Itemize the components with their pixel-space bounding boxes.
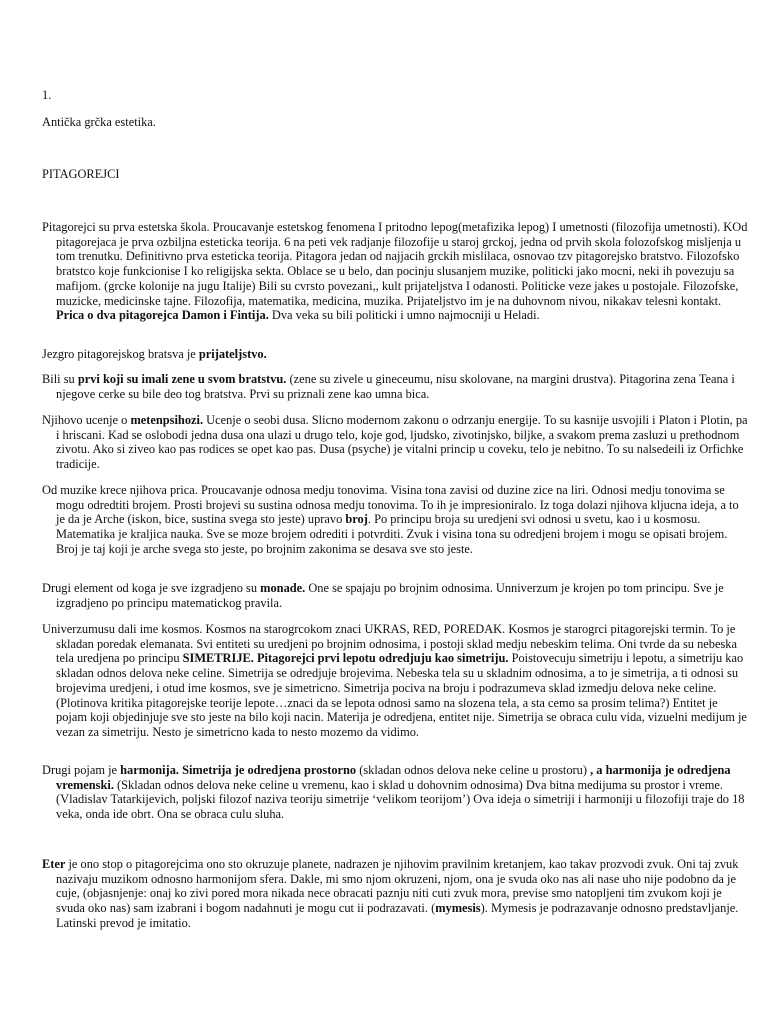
paragraph xyxy=(42,413,748,472)
text-run: Jezgro pitagorejskog bratsva je xyxy=(42,347,199,361)
text-run: Pitagorejci su prva estetska škola. Proucavanje estetskog fenomena I pritodno lepog(metafizika lepog) I umetnosti (filozofija umetnosti). KOd pitagorejaca je prva ozbiljna esteticka teorija. 6 na peti vek radjanje filozofije u staroj grckoj, jedna od prvih skola folozofskog misljenja u tom trenutku. Definitivno prva esteticka teorija. Pitagora jedan od najjacih grckih mislilaca, osnovao tzv pitagorejsko bratstvo. Filozofsko bratstco koje funkcionise I ko religijska sekta. Oblace se u belo, dan pocinju slusanjem muzike, politicki jako mocni, neki ih povezuju sa mafijom. (grcke kolonije na jugu Italije) Bili su cvrsto povezani,, kult prijateljstva I odanosti. Politicke veze jakes u postojale. Filozofske, muzicke, medicinske tajne. Filozofija, matematika, medicina, muzika. Prijateljstvo im je na duhovnom nivou, nikakav telesni kontakt. xyxy=(42,220,748,308)
bold-text-run: , a harmonija je odredjena vremenski. xyxy=(56,763,731,792)
paragraph xyxy=(42,220,748,323)
bold-text-run: metenpsihozi. xyxy=(130,413,204,427)
text-run: One se spajaju po brojnim odnosima. Unniverzum je krojen po tom principu. Sve je izgradjeno po principu matematickog pravila. xyxy=(56,581,724,610)
paragraph xyxy=(42,581,748,610)
text-run: Poistovecuju simetriju i lepotu, a simetriju kao skladan odnos delova neke celine. Simetrija se odredjuje brojevima. Nebeska tela su u skladnim odnosima, a to je simetrija, a ti odnosi su brojevima uredjeni, i otud ime kosmos, sve je simetricno. Simetrija pociva na broju i podrazumeva sklad izmedju delova neke celine. (Plotinova kritika pitagorejske teorije lepote…znaci da se lepota odnosi samo na slozena tela, a sta cemo sa prosim telima?) Entitet je pojam koji objedinjuje sve sto jeste na bilo koji nacin. Materija je odredjena, entitet nije. Simetrija se obraca culu vida, vizuelni medijum je vezan za simetriju. Nesto je simetricno kada to nesto mozemo da vidimo. xyxy=(56,651,747,739)
text-run: Drugi element od koga je sve izgradjeno su xyxy=(42,581,261,595)
bold-text-run: Prica o dva pitagorejca Damon i Fintija. xyxy=(56,308,269,323)
paragraph xyxy=(42,347,748,362)
text-run: ). Mymesis je podrazavanje odnosno predstavljanje. Latinski prevod je imitatio. xyxy=(56,901,739,930)
bold-text-run: monade. xyxy=(260,581,306,595)
text-run: (Skladan odnos delova neke celine u vremenu, kao i sklad u dohovnim odnosima) Dva bitna medijuma su prostor i vreme. (Vladislav Tatarkijevich, poljski filozof naziva teoriju simetrije ‘velikom teorijom’) Ova ideja o simetriji i harmoniji u filozofiji traje do 18 veka, onda ide obrt. Ona se obraca culu sluha. xyxy=(56,777,745,822)
bold-text-run: SIMETRIJE. Pitagorejci prvi lepotu odredjuju kao simetriju. xyxy=(182,651,509,666)
text-run: Drugi pojam je xyxy=(42,763,121,777)
text-run: . Po principu broja su uredjeni svi odnosi u svetu, kao i u kosmosu. Matematika je kraljica nauka. Sve se moze brojem odrediti i potvrditi. Zvuk i visina tona su odredjeni brojem i mogu se opisati brojem. Broj je taj koji je arche svega sto jeste, po brojnim zakonima se desava sve sto jeste. xyxy=(56,512,728,556)
bold-text-run: prvi koji su imali zene u svom bratstvu. xyxy=(77,372,287,386)
bold-text-run: mymesis xyxy=(435,901,481,916)
text-run: (zene su zivele u gineceumu, nisu skolovane, na margini drustva). Pitagorina zena Teana i njegove cerke su bile deo tog bratstva. Prvi su priznali zene kao umna bica. xyxy=(56,372,735,401)
text-run: je ono stop o pitagorejcima ono sto okruzuje planete, nadrazen je njihovim pravilnim kretanjem, kao takav prozvodi zvuk. Oni taj zvuk nazivaju muzikom odnosno harmonijom sfera. Dakle, mi smo njom okruzeni, njom, ona je svuda oko nas ali nase uho nije podobno da je cuje, (objasnjenje: onaj ko zivi pored mora nikada nece obracati paznju niti cuti zvuk mora, previse smo natopljeni tim zvukom koji je svuda oko nas) sam izabrani i bogom nadahnuti je mogu cut ii podrazavati. ( xyxy=(56,857,739,916)
bold-text-run: broj xyxy=(345,512,368,527)
paragraph xyxy=(42,763,748,822)
heading-number: 1. xyxy=(42,88,52,102)
paragraph xyxy=(42,857,748,931)
text-run: Bili su xyxy=(42,372,78,386)
bold-text-run: harmonija. Simetrija je odredjena prostorno xyxy=(120,763,357,777)
text-run: (skladan odnos delova neke celine u prostoru) xyxy=(356,763,591,777)
paragraph xyxy=(42,622,748,740)
document-subtitle: Antička grčka estetika. xyxy=(42,115,156,129)
paragraph xyxy=(42,372,748,401)
text-run: Ucenje o seobi dusa. Slicno modernom zakonu o odrzanju energije. To su kasnije usvojili i Platon i Plotin, pa i hriscani. Kad se oslobodi jedna dusa ona ulazi u drugo telo, koje god, ljudsko, zivotinjsko, biljke, a svakom prema zasluzi u prethodnom zivotu. Ako si ziveo kao pas rodices se opet kao pas. Dusa (psyche) je vitalni princip u coveku, telo je nebitno. To su nalsedeili iz Orfichke tradicije. xyxy=(56,413,748,472)
paragraph xyxy=(42,483,748,557)
text-run: Od muzike krece njihova prica. Proucavanje odnosa medju tonovima. Visina tona zavisi od duzine zice na liri. Odnosi medju tonovima se mogu odredtiti brojem. Prosti brojevi su sustina odnosa medju tonovima. To ih je impresioniralo. Iz toga dolazi njihova kljucna ideja, a to je da je Arche (iskon, bice, sustina svega sto jeste) upravo xyxy=(42,483,739,527)
text-run: Univerzumusu dali ime kosmos. Kosmos na starogrcokom znaci UKRAS, RED, POREDAK. Kosmos je starogrci pitagorejski termin. To je skladan poredak elemanata. Svi entiteti su uredjeni po brojnim odnosima, i postoji sklad medju nebeskim telima. Oni tvrde da su nebeska tela uredjena po principu xyxy=(42,622,737,666)
text-run: Dva veka su bili politicki i umno najmocniji u Heladi. xyxy=(268,308,540,323)
bold-text-run: Eter xyxy=(42,857,66,871)
section-title: PITAGOREJCI xyxy=(42,167,120,181)
text-run: Njihovo ucenje o xyxy=(42,413,131,427)
bold-text-run: prijateljstvo. xyxy=(198,347,267,361)
